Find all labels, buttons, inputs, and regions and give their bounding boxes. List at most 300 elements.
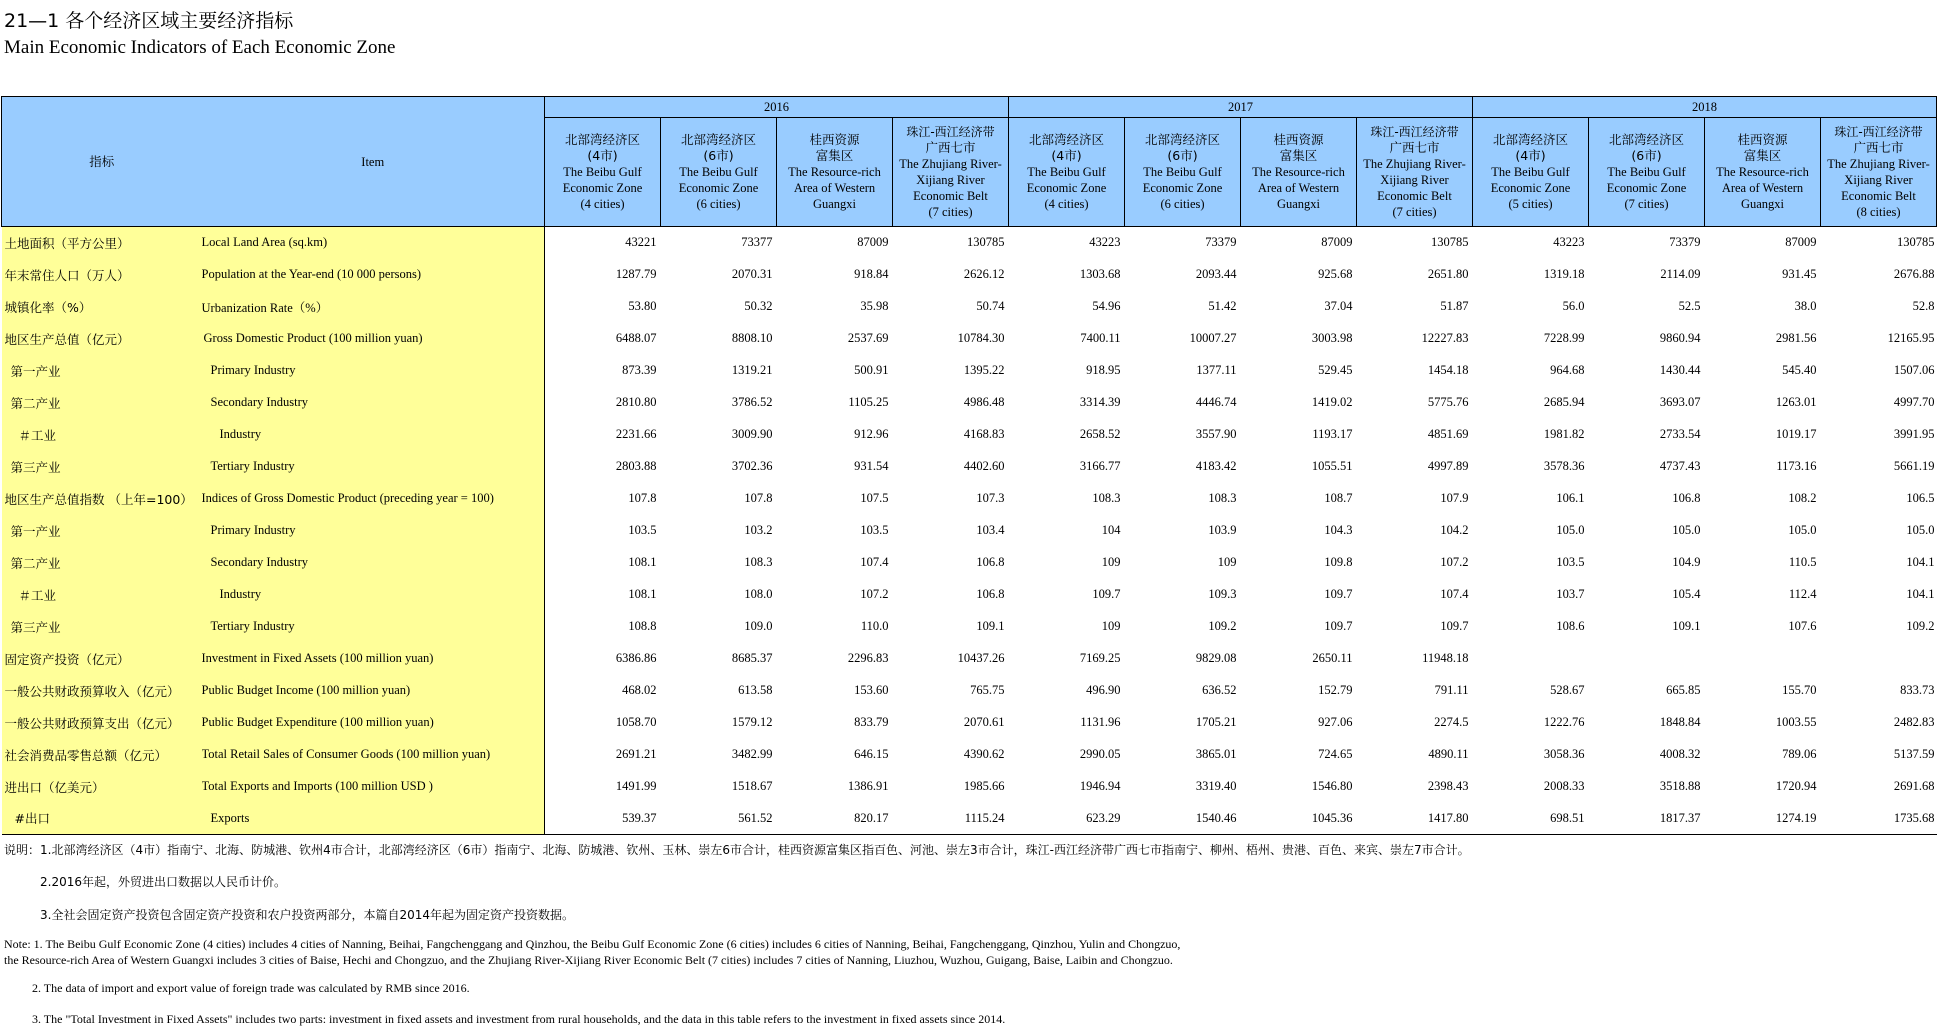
header-zone-2 — [777, 118, 893, 227]
cell-value: 50.32 — [744, 299, 773, 313]
row-label-cn: 土地面积（平方公里） — [2, 227, 202, 259]
cell-value: 109.7 — [1092, 587, 1121, 601]
cell-value — [1705, 643, 1821, 675]
cell-value: 105.4 — [1672, 587, 1701, 601]
cell-value: 107.4 — [860, 555, 889, 569]
header-zone-4 — [1009, 118, 1125, 227]
cell-value: 106.8 — [1672, 491, 1701, 505]
header-zone-line: 北部湾经济区 — [680, 132, 756, 147]
cell-value: 925.68 — [1318, 267, 1353, 281]
cell-value: 873.39 — [622, 363, 657, 377]
cell-value: 109.2 — [1906, 619, 1935, 633]
row-label-cn: 一般公共财政预算收入（亿元） — [2, 675, 202, 707]
cell-value: 3166.77 — [1079, 459, 1121, 473]
cell-value: 918.95 — [1086, 363, 1121, 377]
cell-value: 3518.88 — [1659, 779, 1701, 793]
cell-value: 1518.67 — [731, 779, 773, 793]
cell-value: 918.84 — [854, 267, 889, 281]
cell-value: 833.79 — [854, 715, 889, 729]
cell-value: 50.74 — [976, 299, 1005, 313]
cell-value: 108.3 — [744, 555, 773, 569]
header-zone-6 — [1241, 118, 1357, 227]
table-row — [2, 291, 1937, 323]
note-en-2: 2. The data of import and export value of foreign trade was calculated by RMB since 2016. — [32, 981, 470, 995]
cell-value: 106.5 — [1906, 491, 1935, 505]
row-label-en: Population at the Year-end (10 000 persons) — [202, 259, 545, 291]
header-zone-line: 富集区 — [1743, 148, 1782, 163]
cell-value: 52.8 — [1912, 299, 1935, 313]
row-label-cn: 第二产业 — [2, 387, 202, 419]
header-indicator: 指标 — [2, 97, 202, 227]
header-zone-line: 广西七市 — [925, 140, 976, 155]
row-label-cn: 进出口（亿美元） — [2, 771, 202, 803]
cell-value: 43223 — [1089, 235, 1121, 250]
cell-value: 7400.11 — [1080, 331, 1121, 345]
cell-value: 2676.88 — [1893, 267, 1935, 281]
table-row — [2, 483, 1937, 515]
cell-value: 73377 — [741, 235, 773, 250]
header-zone-line: The Zhujiang River- — [1827, 157, 1930, 171]
row-label-en: Indices of Gross Domestic Product (preceding year = 100) — [202, 483, 545, 515]
cell-value: 1985.66 — [963, 779, 1005, 793]
cell-value: 108.3 — [1208, 491, 1237, 505]
cell-value: 107.5 — [860, 491, 889, 505]
header-zone-line: The Beibu Gulf — [1607, 165, 1686, 179]
cell-value: 87009 — [857, 235, 889, 250]
cell-value: 107.6 — [1788, 619, 1817, 633]
header-zone-line: Economic Zone — [1026, 181, 1107, 195]
cell-value: 11948.18 — [1422, 651, 1469, 665]
row-label-cn: 第二产业 — [2, 547, 202, 579]
header-zone-line: (7 cities) — [928, 205, 973, 219]
table-title-cn: 21—1 各个经济区域主要经济指标 — [4, 10, 294, 32]
header-zone-line: 富集区 — [815, 148, 854, 163]
row-label-en: Secondary Industry — [202, 547, 545, 579]
table-row — [2, 739, 1937, 771]
cell-value: 1319.18 — [1543, 267, 1585, 281]
cell-value: 4183.42 — [1195, 459, 1237, 473]
cell-value: 4402.60 — [963, 459, 1005, 473]
cell-value: 1045.36 — [1241, 803, 1357, 835]
cell-value: 3578.36 — [1543, 459, 1585, 473]
header-year-2018: 2018 — [1473, 97, 1937, 118]
table-row — [2, 643, 1937, 675]
header-zone-line: Economic Zone — [562, 181, 643, 195]
cell-value: 108.8 — [628, 619, 657, 633]
header-zone-line: Area of Western — [793, 181, 876, 195]
cell-value: 104.2 — [1440, 523, 1469, 537]
cell-value: 1579.12 — [731, 715, 773, 729]
cell-value: 43221 — [625, 235, 657, 250]
note-en-1b: the Resource-rich Area of Western Guangxi includes 3 cities of Baise, Hechi and Chongzuo, and the Zhujiang River-Xijiang River Economic Belt (7 cities) includes 7 cities of Nanning, Liuzhou, Wuzhou, Guigang, Baise, Laibin and Chongzuo. — [4, 953, 1173, 967]
cell-value: 4890.11 — [1428, 747, 1469, 761]
cell-value: 109.8 — [1324, 555, 1353, 569]
cell-value: 38.0 — [1794, 299, 1817, 313]
cell-value: 5775.76 — [1427, 395, 1469, 409]
row-label-en: Industry — [202, 419, 545, 451]
cell-value: 104 — [1101, 523, 1121, 537]
cell-value: 7169.25 — [1079, 651, 1121, 665]
cell-value: 2093.44 — [1195, 267, 1237, 281]
cell-value: 964.68 — [1550, 363, 1585, 377]
cell-value: 3319.40 — [1195, 779, 1237, 793]
row-label-en: Secondary Industry — [202, 387, 545, 419]
cell-value: 109.2 — [1208, 619, 1237, 633]
row-label-cn: 社会消费品零售总额（亿元） — [2, 739, 202, 771]
cell-value — [1589, 643, 1705, 675]
row-label-cn: ＃工业 — [2, 419, 202, 451]
header-zone-line: Economic Zone — [678, 181, 759, 195]
row-label-cn: 第一产业 — [2, 355, 202, 387]
row-label-en: Total Exports and Imports (100 million USD ) — [202, 771, 545, 803]
cell-value: 152.79 — [1318, 683, 1353, 697]
header-zone-11 — [1821, 118, 1937, 227]
header-zone-line: Guangxi — [1276, 197, 1321, 211]
header-zone-line: (8 cities) — [1856, 205, 1901, 219]
cell-value: 130785 — [1431, 235, 1469, 250]
header-zone-line: (7 cities) — [1392, 205, 1437, 219]
cell-value: 1377.11 — [1196, 363, 1237, 377]
cell-value: 613.58 — [738, 683, 773, 697]
cell-value: 107.9 — [1440, 491, 1469, 505]
cell-value: 87009 — [1785, 235, 1817, 250]
cell-value: 1274.19 — [1705, 803, 1821, 835]
cell-value: 108.0 — [744, 587, 773, 601]
cell-value: 1981.82 — [1543, 427, 1585, 441]
cell-value: 1491.99 — [615, 779, 657, 793]
table-title-en: Main Economic Indicators of Each Economic Zone — [4, 37, 396, 58]
row-label-en: Primary Industry — [202, 515, 545, 547]
cell-value: 109.7 — [1440, 619, 1469, 633]
header-zone-line: (6市) — [1631, 148, 1662, 163]
header-zone-line: (5 cities) — [1508, 197, 1553, 211]
cell-value: 53.80 — [628, 299, 657, 313]
table-row — [2, 227, 1937, 259]
cell-value: 2008.33 — [1543, 779, 1585, 793]
cell-value: 10437.26 — [957, 651, 1005, 665]
cell-value: 4168.83 — [963, 427, 1005, 441]
cell-value: 108.6 — [1556, 619, 1585, 633]
header-zone-line: (4市) — [1051, 148, 1082, 163]
cell-value: 103.4 — [976, 523, 1005, 537]
cell-value: 2981.56 — [1775, 331, 1817, 345]
header-zone-line: The Beibu Gulf — [679, 165, 758, 179]
cell-value: 4986.48 — [963, 395, 1005, 409]
cell-value: 1720.94 — [1775, 779, 1817, 793]
header-zone-0 — [545, 118, 661, 227]
cell-value: 2626.12 — [963, 267, 1005, 281]
header-zone-line: (6 cities) — [1160, 197, 1205, 211]
header-zone-line: 北部湾经济区 — [1144, 132, 1220, 147]
note-cn-2: 2.2016年起，外贸进出口数据以人民币计价。 — [40, 875, 286, 889]
cell-value: 3314.39 — [1079, 395, 1121, 409]
header-zone-line: Economic Belt — [1377, 189, 1452, 203]
header-zone-10 — [1705, 118, 1821, 227]
cell-value: 820.17 — [777, 803, 893, 835]
cell-value: 1019.17 — [1775, 427, 1817, 441]
table-row — [2, 707, 1937, 739]
cell-value: 529.45 — [1318, 363, 1353, 377]
cell-value: 109.1 — [976, 619, 1005, 633]
cell-value: 109 — [1101, 619, 1121, 633]
table-row — [2, 547, 1937, 579]
cell-value: 931.54 — [854, 459, 889, 473]
cell-value: 108.1 — [628, 587, 657, 601]
header-zone-line: Economic Belt — [913, 189, 988, 203]
cell-value: 107.3 — [976, 491, 1005, 505]
cell-value: 2685.94 — [1543, 395, 1585, 409]
header-zone-line: The Beibu Gulf — [1491, 165, 1570, 179]
cell-value: 791.11 — [1434, 683, 1469, 697]
cell-value: 105.0 — [1556, 523, 1585, 537]
cell-value: 2537.69 — [847, 331, 889, 345]
header-zone-line: Guangxi — [1740, 197, 1785, 211]
header-zone-line: Economic Zone — [1490, 181, 1571, 195]
header-zone-line: (4 cities) — [1044, 197, 1089, 211]
cell-value: 103.9 — [1208, 523, 1237, 537]
cell-value: 73379 — [1669, 235, 1701, 250]
cell-value: 5137.59 — [1893, 747, 1935, 761]
cell-value: 4997.89 — [1427, 459, 1469, 473]
cell-value: 104.3 — [1324, 523, 1353, 537]
cell-value: 1105.25 — [848, 395, 889, 409]
cell-value: 2691.68 — [1893, 779, 1935, 793]
cell-value: 6488.07 — [615, 331, 657, 345]
header-zone-line: Xijiang River — [1380, 173, 1449, 187]
cell-value: 2398.43 — [1427, 779, 1469, 793]
cell-value: 2114.09 — [1660, 267, 1701, 281]
table-row — [2, 451, 1937, 483]
header-zone-line: Economic Belt — [1841, 189, 1916, 203]
cell-value: 43223 — [1553, 235, 1585, 250]
table-row — [2, 771, 1937, 803]
header-zone-line: 富集区 — [1279, 148, 1318, 163]
note-en-3: 3. The "Total Investment in Fixed Assets" includes two parts: investment in fixed assets and investment from rural households, and the data in this table refers to the investment in fixed assets since 2014. — [32, 1012, 1006, 1026]
cell-value: 1430.44 — [1659, 363, 1701, 377]
row-label-en: Investment in Fixed Assets (100 million yuan) — [202, 643, 545, 675]
cell-value: 2651.80 — [1427, 267, 1469, 281]
cell-value: 3557.90 — [1195, 427, 1237, 441]
cell-value: 56.0 — [1562, 299, 1585, 313]
cell-value: 2296.83 — [847, 651, 889, 665]
cell-value: 12227.83 — [1421, 331, 1469, 345]
header-zone-line: (4市) — [587, 148, 618, 163]
cell-value: 108.2 — [1788, 491, 1817, 505]
header-zone-line: 北部湾经济区 — [1028, 132, 1104, 147]
row-label-cn: 地区生产总值（亿元） — [2, 323, 202, 355]
cell-value: 2691.21 — [615, 747, 657, 761]
cell-value: 3058.36 — [1543, 747, 1585, 761]
cell-value: 1287.79 — [615, 267, 657, 281]
cell-value: 153.60 — [854, 683, 889, 697]
cell-value: 2070.31 — [731, 267, 773, 281]
header-zone-line: (7 cities) — [1624, 197, 1669, 211]
cell-value: 107.8 — [628, 491, 657, 505]
cell-value: 1058.70 — [615, 715, 657, 729]
header-zone-line: 珠江-西江经济带 — [1834, 125, 1923, 139]
cell-value: 2803.88 — [615, 459, 657, 473]
header-zone-8 — [1473, 118, 1589, 227]
header-year-2017: 2017 — [1009, 97, 1473, 118]
row-label-cn: 第三产业 — [2, 611, 202, 643]
cell-value: 4737.43 — [1659, 459, 1701, 473]
header-zone-line: Xijiang River — [1844, 173, 1913, 187]
row-label-cn: 第一产业 — [2, 515, 202, 547]
cell-value: 106.1 — [1556, 491, 1585, 505]
header-zone-line: The Resource-rich — [788, 165, 881, 179]
row-label-cn: 第三产业 — [2, 451, 202, 483]
cell-value: 545.40 — [1782, 363, 1817, 377]
cell-value: 103.5 — [628, 523, 657, 537]
indicator-table — [1, 96, 1937, 835]
cell-value: 37.04 — [1324, 299, 1353, 313]
cell-value: 539.37 — [545, 803, 661, 835]
cell-value: 724.65 — [1318, 747, 1353, 761]
cell-value: 103.5 — [1556, 555, 1585, 569]
cell-value: 468.02 — [622, 683, 657, 697]
cell-value: 109.1 — [1672, 619, 1701, 633]
cell-value: 6386.86 — [615, 651, 657, 665]
cell-value: 107.2 — [860, 587, 889, 601]
header-zone-line: 广西七市 — [1389, 140, 1440, 155]
cell-value: 3865.01 — [1195, 747, 1237, 761]
cell-value: 1319.21 — [731, 363, 773, 377]
cell-value: 665.85 — [1666, 683, 1701, 697]
row-label-cn: 城镇化率（%） — [2, 291, 202, 323]
cell-value: 104.9 — [1672, 555, 1701, 569]
cell-value: 8808.10 — [731, 331, 773, 345]
cell-value: 3702.36 — [731, 459, 773, 473]
cell-value: 1454.18 — [1427, 363, 1469, 377]
cell-value: 2482.83 — [1893, 715, 1935, 729]
row-label-cn: 地区生产总值指数 （上年=100） — [2, 483, 202, 515]
table-row — [2, 387, 1937, 419]
cell-value: 2990.05 — [1079, 747, 1121, 761]
cell-value: 2274.5 — [1434, 715, 1469, 729]
cell-value: 4446.74 — [1195, 395, 1237, 409]
table-row — [2, 355, 1937, 387]
header-item: Item — [202, 97, 545, 227]
cell-value: 51.87 — [1440, 299, 1469, 313]
header-zone-line: (4市) — [1515, 148, 1546, 163]
row-label-en: Public Budget Income (100 million yuan) — [202, 675, 545, 707]
cell-value: 3482.99 — [731, 747, 773, 761]
cell-value: 105.0 — [1788, 523, 1817, 537]
cell-value — [1473, 643, 1589, 675]
cell-value: 54.96 — [1092, 299, 1121, 313]
row-label-cn: ＃工业 — [2, 579, 202, 611]
header-zone-line: The Resource-rich — [1252, 165, 1345, 179]
cell-value: 1173.16 — [1776, 459, 1817, 473]
cell-value: 500.91 — [854, 363, 889, 377]
header-zone-3 — [893, 118, 1009, 227]
cell-value: 927.06 — [1318, 715, 1353, 729]
cell-value: 3991.95 — [1893, 427, 1935, 441]
cell-value: 9829.08 — [1195, 651, 1237, 665]
cell-value: 496.90 — [1086, 683, 1121, 697]
cell-value: 1946.94 — [1079, 779, 1121, 793]
cell-value: 4997.70 — [1893, 395, 1935, 409]
header-zone-line: 广西七市 — [1853, 140, 1904, 155]
cell-value: 109.0 — [744, 619, 773, 633]
table-row — [2, 419, 1937, 451]
header-zone-7 — [1357, 118, 1473, 227]
note-cn-1: 说明：1.北部湾经济区（4市）指南宁、北海、防城港、钦州4市合计，北部湾经济区（6市）指南宁、北海、防城港、钦州、玉林、崇左6市合计，桂西资源富集区指百色、河池、崇左3市合计，珠江-西江经济带广西七市指南宁、柳州、梧州、贵港、百色、来宾、崇左7市合计。 — [4, 843, 1470, 857]
row-label-cn: 固定资产投资（亿元） — [2, 643, 202, 675]
cell-value: 109.7 — [1324, 619, 1353, 633]
cell-value: 1303.68 — [1079, 267, 1121, 281]
header-zone-line: Economic Zone — [1142, 181, 1223, 195]
header-zone-line: The Zhujiang River- — [1363, 157, 1466, 171]
cell-value: 698.51 — [1473, 803, 1589, 835]
cell-value: 1395.22 — [963, 363, 1005, 377]
header-zone-line: Xijiang River — [916, 173, 985, 187]
header-zone-line: The Beibu Gulf — [1143, 165, 1222, 179]
cell-value: 110.0 — [860, 619, 889, 633]
cell-value: 5661.19 — [1893, 459, 1935, 473]
cell-value: 103.5 — [860, 523, 889, 537]
row-label-cn: 年末常住人口（万人） — [2, 259, 202, 291]
table-row — [2, 579, 1937, 611]
row-label-en: Total Retail Sales of Consumer Goods (100 million yuan) — [202, 739, 545, 771]
table-row — [2, 323, 1937, 355]
cell-value: 108.3 — [1092, 491, 1121, 505]
cell-value: 646.15 — [854, 747, 889, 761]
cell-value: 833.73 — [1900, 683, 1935, 697]
cell-value: 528.67 — [1550, 683, 1585, 697]
cell-value: 1222.76 — [1543, 715, 1585, 729]
row-label-en: Gross Domestic Product (100 million yuan) — [202, 323, 545, 355]
cell-value: 103.7 — [1556, 587, 1585, 601]
header-zone-line: (6市) — [1167, 148, 1198, 163]
header-zone-9 — [1589, 118, 1705, 227]
cell-value: 1419.02 — [1311, 395, 1353, 409]
cell-value: 107.8 — [744, 491, 773, 505]
cell-value: 765.75 — [970, 683, 1005, 697]
header-zone-line: Area of Western — [1257, 181, 1340, 195]
row-label-en: Urbanization Rate（%） — [202, 291, 545, 323]
cell-value: 2231.66 — [615, 427, 657, 441]
cell-value: 1848.84 — [1659, 715, 1701, 729]
cell-value: 2658.52 — [1079, 427, 1121, 441]
row-label-en: Tertiary Industry — [202, 451, 545, 483]
cell-value: 636.52 — [1202, 683, 1237, 697]
table-row — [2, 675, 1937, 707]
cell-value: 3693.07 — [1659, 395, 1701, 409]
note-en-1a: Note: 1. The Beibu Gulf Economic Zone (4 cities) includes 4 cities of Nanning, Beihai, Fangchenggang and Qinzhou, the Beibu Gulf Economic Zone (6 cities) includes 6 cities of Nanning, Beihai, Fangchenggang, Qinzhou, Yulin and Chongzuo, — [4, 937, 1181, 951]
cell-value: 73379 — [1205, 235, 1237, 250]
table-row — [2, 515, 1937, 547]
cell-value: 105.0 — [1906, 523, 1935, 537]
header-zone-line: (6 cities) — [696, 197, 741, 211]
cell-value: 7228.99 — [1543, 331, 1585, 345]
cell-value: 106.8 — [976, 555, 1005, 569]
cell-value: 8685.37 — [731, 651, 773, 665]
note-cn-3: 3.全社会固定资产投资包含固定资产投资和农户投资两部分，本篇自2014年起为固定资产投资数据。 — [40, 908, 574, 922]
row-label-cn: #出口 — [2, 803, 202, 835]
cell-value: 3786.52 — [731, 395, 773, 409]
row-label-en: Tertiary Industry — [202, 611, 545, 643]
cell-value: 3003.98 — [1311, 331, 1353, 345]
cell-value: 2810.80 — [615, 395, 657, 409]
header-zone-line: 桂西资源 — [1273, 132, 1324, 147]
cell-value: 789.06 — [1782, 747, 1817, 761]
cell-value: 2650.11 — [1312, 651, 1353, 665]
header-zone-1 — [661, 118, 777, 227]
cell-value: 1131.96 — [1080, 715, 1121, 729]
cell-value: 109.3 — [1208, 587, 1237, 601]
cell-value: 4851.69 — [1427, 427, 1469, 441]
